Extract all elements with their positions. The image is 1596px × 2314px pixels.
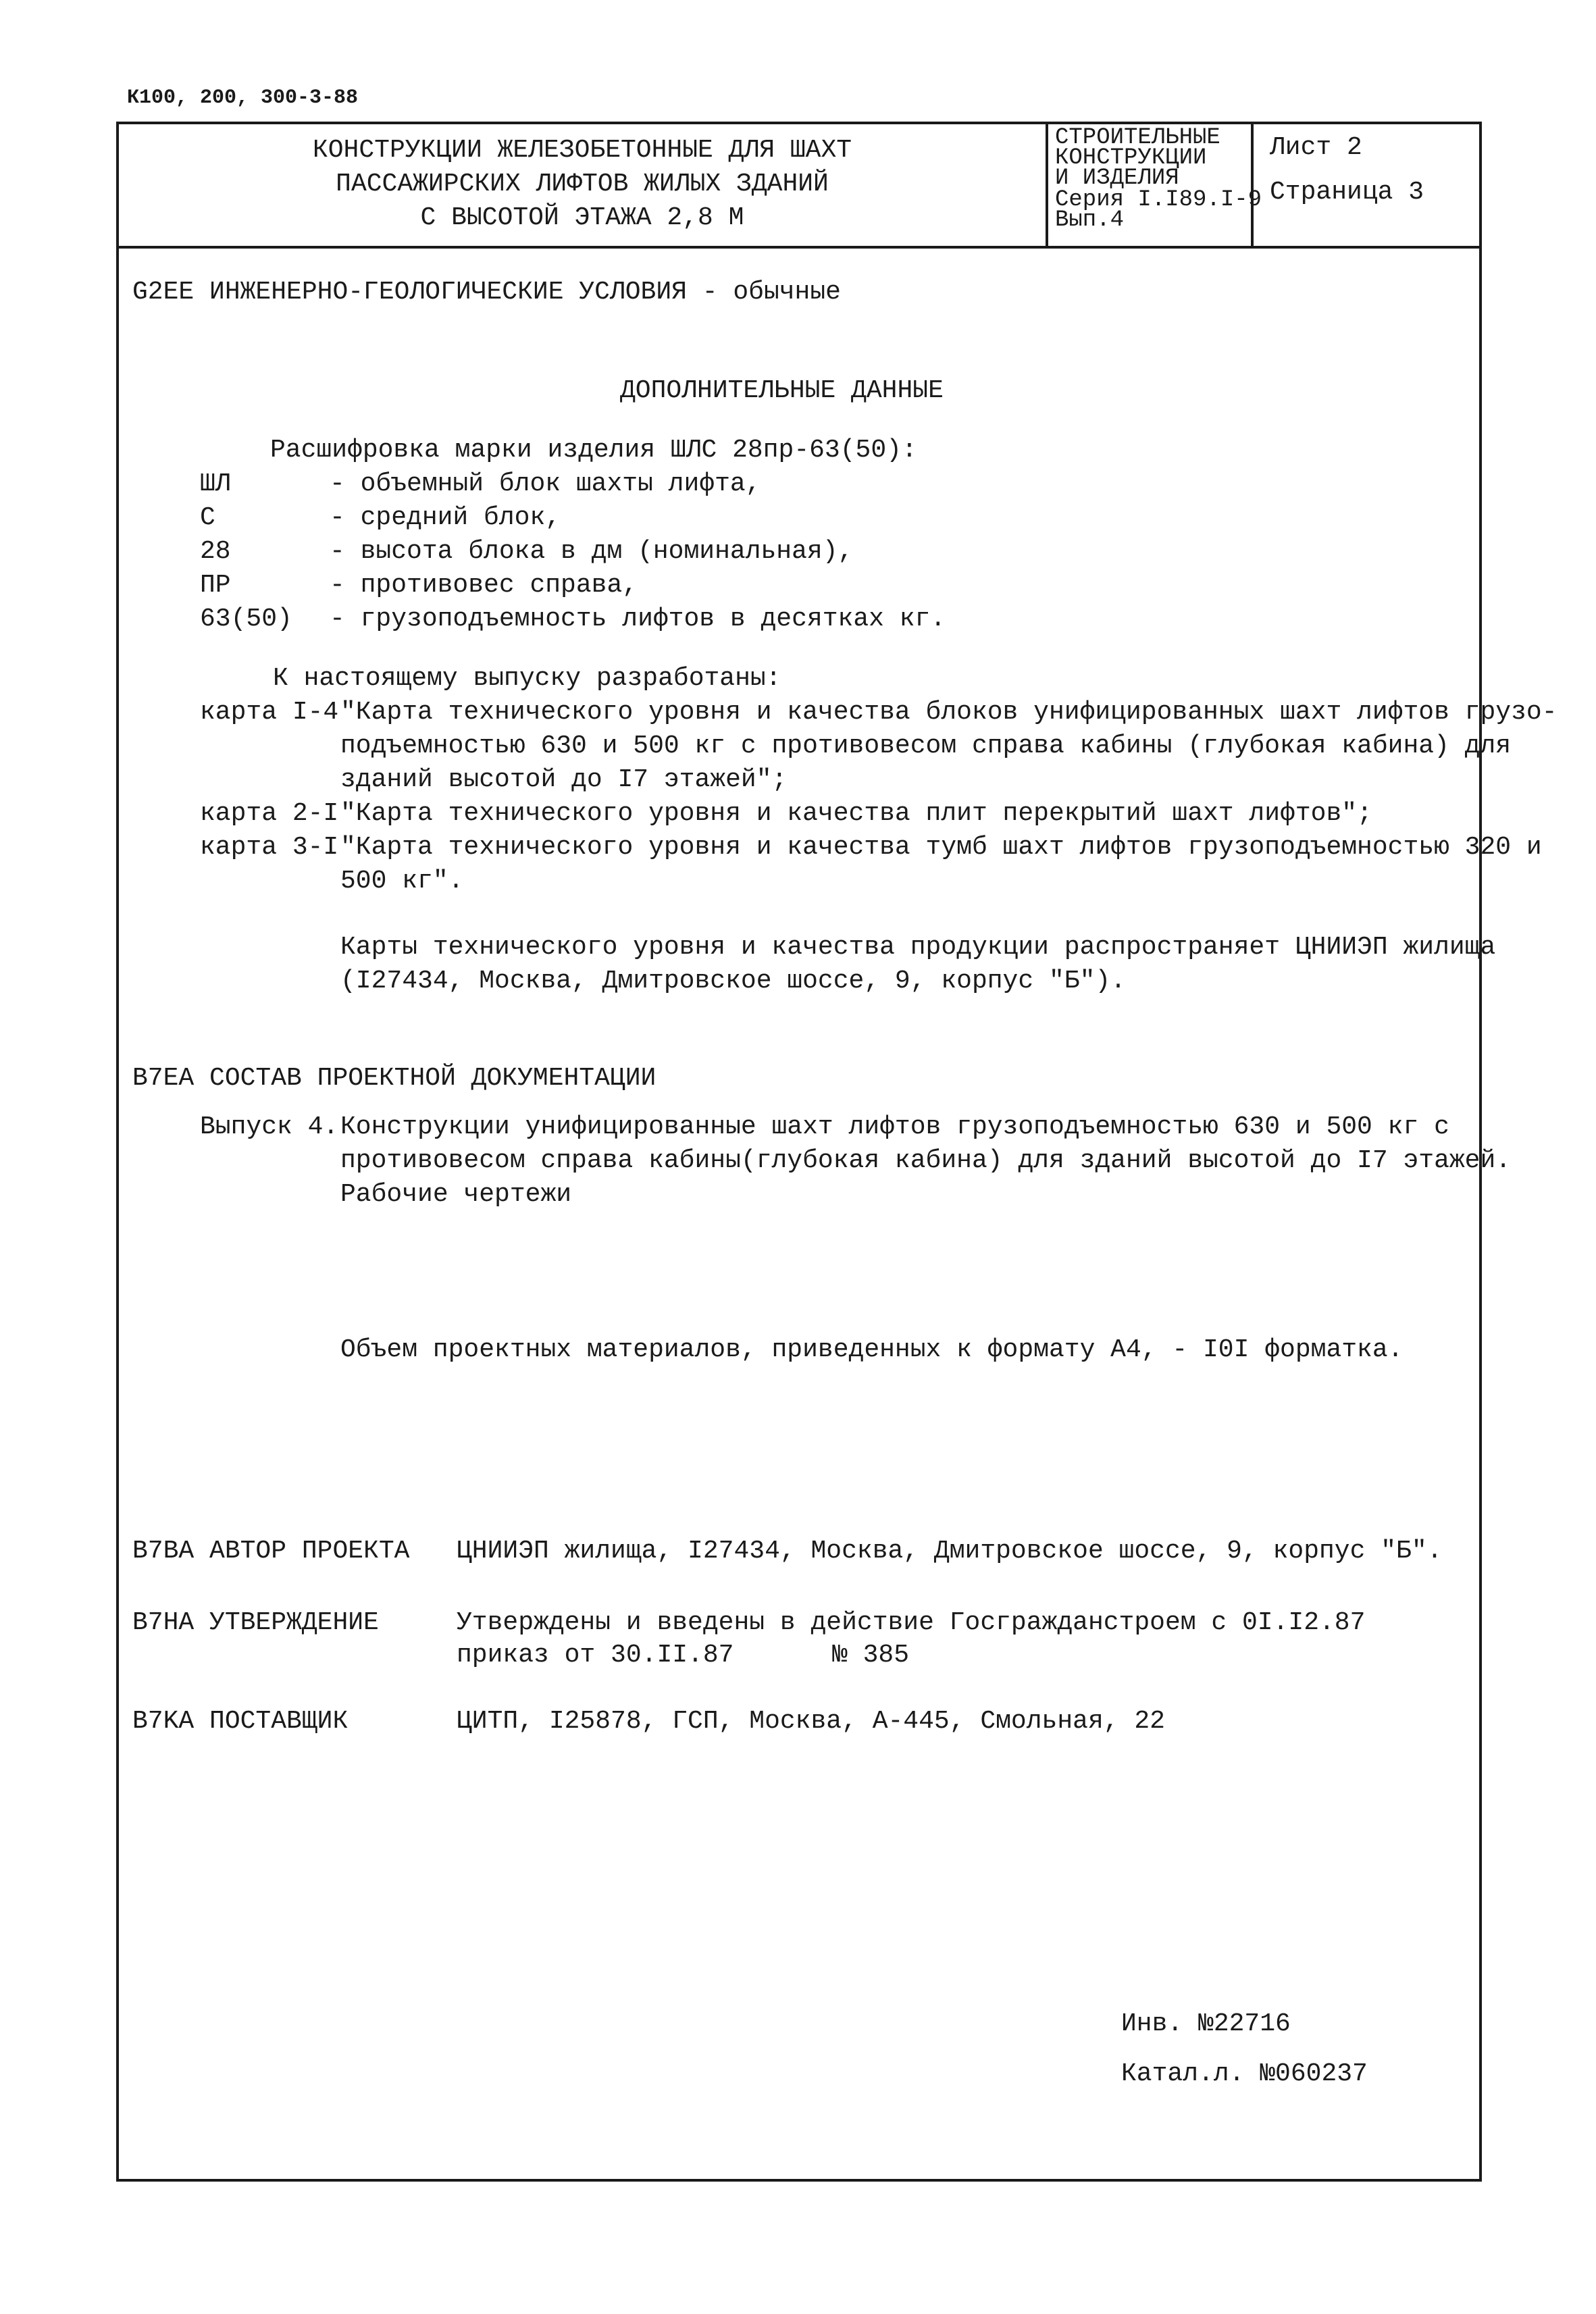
- card-3-line-2: 500 кг".: [340, 867, 464, 896]
- card-2-label: карта 2-I: [200, 799, 339, 828]
- decode-text: - средний блок,: [330, 503, 561, 532]
- issue-number: Вып.4: [1055, 207, 1125, 233]
- composition-heading: B7EA СОСТАВ ПРОЕКТНОЙ ДОКУМЕНТАЦИИ: [132, 1064, 657, 1093]
- decode-code: 63(50): [200, 605, 292, 634]
- header-title-1: КОНСТРУКЦИИ ЖЕЛЕЗОБЕТОННЫЕ ДЛЯ ШАХТ: [312, 136, 852, 165]
- sheet-label: Лист 2: [1270, 133, 1362, 162]
- issue-line-3: Рабочие чертежи: [340, 1180, 572, 1209]
- author-text: ЦНИИЭП жилища, I27434, Москва, Дмитровское шоссе, 9, корпус "Б".: [457, 1537, 1443, 1566]
- decode-code: 28: [200, 537, 231, 566]
- additional-data-heading: ДОПОЛНИТЕЛЬНЫЕ ДАННЫЕ: [620, 376, 944, 405]
- category-line-1: СТРОИТЕЛЬНЫЕ: [1055, 125, 1220, 151]
- distribution-line-1: Карты технического уровня и качества продукции распространяет ЦНИИЭП жилища: [340, 933, 1496, 962]
- page-label: Страница 3: [1270, 178, 1424, 207]
- card-1-line-2: подъемностью 630 и 500 кг с противовесом справа кабины (глубокая кабина) для: [340, 731, 1512, 761]
- header-title-2: ПАССАЖИРСКИХ ЛИФТОВ ЖИЛЫХ ЗДАНИЙ: [336, 170, 829, 199]
- decode-text: - высота блока в дм (номинальная),: [330, 537, 854, 566]
- inventory-number: Инв. №22716: [1121, 2009, 1291, 2038]
- decode-text: - объемный блок шахты лифта,: [330, 469, 761, 498]
- card-3-label: карта 3-I: [200, 833, 339, 862]
- card-3-line-1: "Карта технического уровня и качества тумб шахт лифтов грузоподъемностью 320 и: [340, 833, 1542, 862]
- header-vline-2: [1251, 122, 1254, 249]
- header-divider: [116, 246, 1482, 249]
- approval-line-2: приказ от 30.II.87: [457, 1641, 734, 1670]
- issue-line-2: противовесом справа кабины(глубокая кабина) для зданий высотой до I7 этажей.: [340, 1146, 1512, 1175]
- category-line-3: И ИЗДЕЛИЯ: [1055, 165, 1179, 191]
- supplier-label: B7KA ПОСТАВЩИК: [132, 1707, 349, 1736]
- category-line-2: КОНСТРУКЦИИ: [1055, 145, 1207, 171]
- decode-text: - грузоподъемность лифтов в десятках кг.: [330, 605, 946, 634]
- supplier-text: ЦИТП, I25878, ГСП, Москва, А-445, Смольная, 22: [457, 1707, 1165, 1736]
- decode-code: С: [200, 503, 215, 532]
- decode-text: - противовес справа,: [330, 571, 638, 600]
- distribution-line-2: (I27434, Москва, Дмитровское шоссе, 9, корпус "Б").: [340, 967, 1126, 996]
- card-1-line-1: "Карта технического уровня и качества блоков унифицированных шахт лифтов грузо-: [340, 698, 1558, 727]
- document-code: К100, 200, 300-3-88: [127, 86, 359, 109]
- decode-title: Расшифровка марки изделия ШЛС 28пр-63(50):: [270, 436, 917, 465]
- decode-code: ПР: [200, 571, 231, 600]
- approval-number: № 385: [832, 1641, 910, 1670]
- issue-label: Выпуск 4.: [200, 1112, 339, 1141]
- card-2-line-1: "Карта технического уровня и качества плит перекрытий шахт лифтов";: [340, 799, 1372, 828]
- header-vline-1: [1046, 122, 1048, 249]
- developed-title: К настоящему выпуску разработаны:: [273, 664, 781, 693]
- approval-line-1: Утверждены и введены в действие Госгражданстроем с 0I.I2.87: [457, 1608, 1366, 1637]
- card-1-line-3: зданий высотой до I7 этажей";: [340, 765, 788, 794]
- series-number: Серия I.I89.I-9: [1055, 187, 1262, 213]
- issue-line-1: Конструкции унифицированные шахт лифтов грузоподъемностью 630 и 500 кг с: [340, 1112, 1449, 1141]
- author-label: B7BA АВТОР ПРОЕКТА: [132, 1537, 410, 1566]
- decode-code: ШЛ: [200, 469, 231, 498]
- header-title-3: С ВЫСОТОЙ ЭТАЖА 2,8 М: [420, 203, 744, 232]
- approval-label: B7HA УТВЕРЖДЕНИЕ: [132, 1608, 379, 1637]
- geology-conditions: G2EE ИНЖЕНЕРНО-ГЕОЛОГИЧЕСКИЕ УСЛОВИЯ - обычные: [132, 278, 841, 307]
- volume-note: Объем проектных материалов, приведенных к формату А4, - I0I форматка.: [340, 1335, 1404, 1364]
- catalog-number: Катал.л. №060237: [1121, 2059, 1368, 2088]
- card-1-label: карта I-4: [200, 698, 339, 727]
